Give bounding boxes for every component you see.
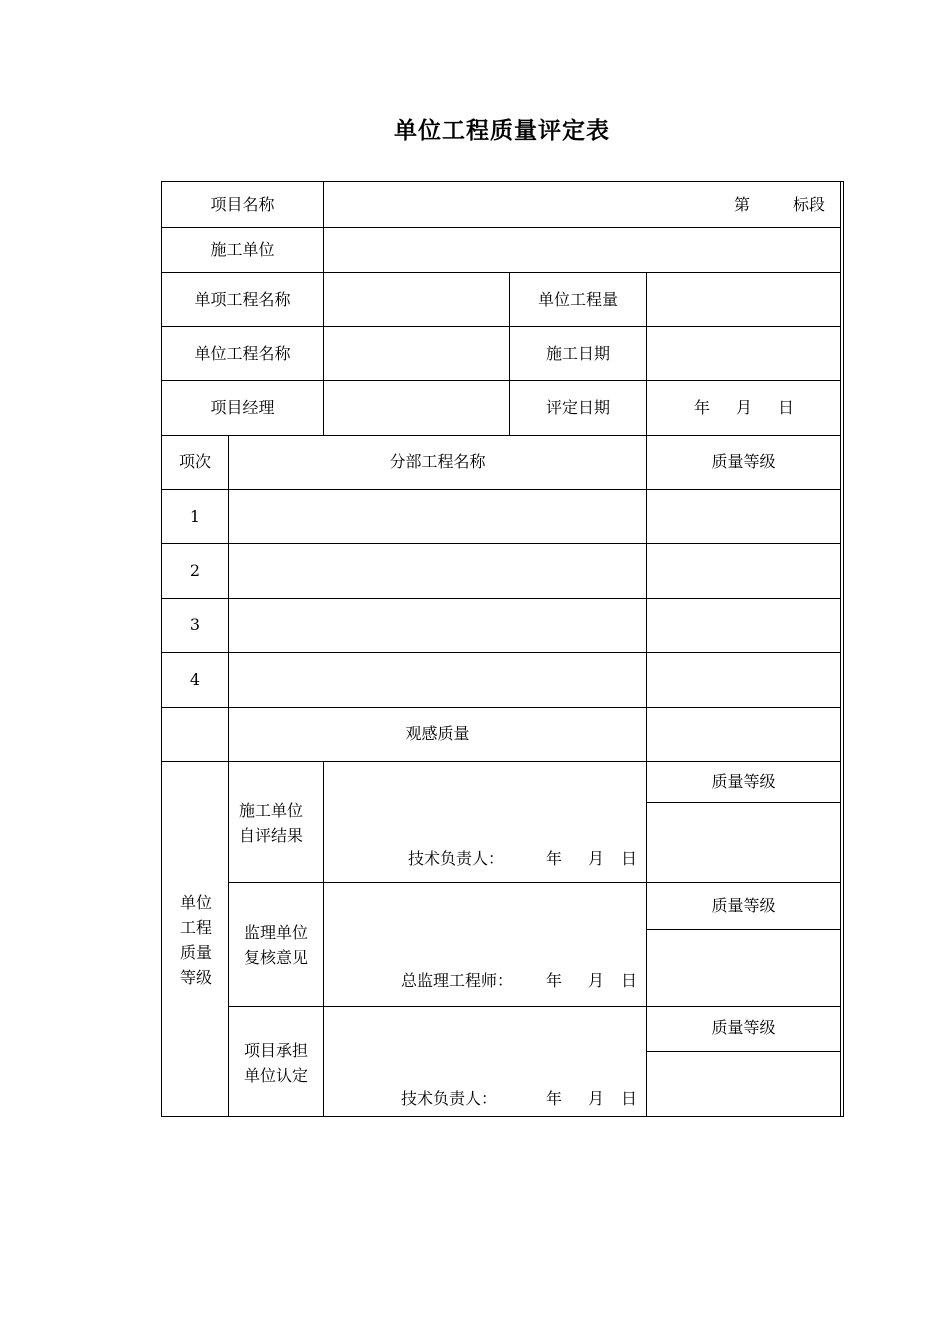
manager-label: 项目经理 — [210, 398, 275, 417]
self-assessment-label: 施工单位 自评结果 — [239, 801, 304, 845]
date-day: 日 — [621, 971, 638, 990]
row-divider — [161, 489, 841, 490]
date-month: 月 — [588, 849, 605, 868]
row-number: 2 — [189, 561, 201, 580]
row-divider — [228, 1006, 841, 1007]
date-month: 月 — [588, 971, 605, 990]
row-divider — [161, 598, 841, 599]
row-divider — [161, 380, 841, 381]
col-header-name: 分部工程名称 — [389, 452, 486, 471]
table-border-left — [161, 181, 162, 1117]
table-border-bottom — [161, 1116, 843, 1117]
row-divider — [161, 326, 841, 327]
table-border-top — [161, 181, 843, 182]
date-year: 年 — [546, 1089, 563, 1108]
col-header-no: 项次 — [178, 452, 211, 471]
date-month: 月 — [736, 398, 753, 417]
sub-item-label: 单项工程名称 — [194, 290, 291, 309]
table-border-right-outer — [843, 181, 844, 1117]
grade-label: 质量等级 — [711, 772, 776, 791]
row-divider — [161, 435, 841, 436]
section-suffix: 标段 — [793, 195, 826, 214]
col-divider — [228, 435, 229, 1116]
row-divider — [161, 652, 841, 653]
col-divider — [323, 181, 324, 435]
date-year: 年 — [546, 849, 563, 868]
section-prefix: 第 — [734, 195, 751, 214]
date-year: 年 — [546, 971, 563, 990]
date-day: 日 — [621, 1089, 638, 1108]
unit-project-label: 单位工程名称 — [194, 344, 291, 363]
row-number: 4 — [189, 670, 201, 689]
page-title: 单位工程质量评定表 — [394, 118, 610, 144]
row-divider — [161, 707, 841, 708]
grade-divider — [646, 802, 841, 803]
row-divider — [228, 882, 841, 883]
appearance-quality-label: 观感质量 — [405, 724, 470, 743]
col-divider — [646, 272, 647, 1116]
table-border-right — [840, 181, 841, 1117]
owner-confirmation-label: 项目承担 单位认定 — [244, 1041, 309, 1085]
grade-divider — [646, 1051, 841, 1052]
signer-label: 总监理工程师： — [401, 971, 514, 990]
signer-label: 技术负责人： — [401, 1089, 498, 1108]
row-divider — [161, 761, 841, 762]
contractor-label: 施工单位 — [210, 240, 275, 259]
row-divider — [161, 543, 841, 544]
signer-label: 技术负责人： — [408, 849, 505, 868]
assessment-date-label: 评定日期 — [545, 398, 610, 417]
col-divider — [323, 761, 324, 1116]
unit-quality-grade-label: 单位 工程 质量 等级 — [180, 893, 213, 987]
row-number: 3 — [189, 615, 201, 634]
grade-divider — [646, 929, 841, 930]
date-day: 日 — [621, 849, 638, 868]
project-name-label: 项目名称 — [210, 195, 275, 214]
row-divider — [161, 272, 841, 273]
supervision-review-label: 监理单位 复核意见 — [244, 923, 309, 967]
date-month: 月 — [588, 1089, 605, 1108]
row-divider — [161, 227, 841, 228]
date-year: 年 — [694, 398, 711, 417]
construction-date-label: 施工日期 — [545, 344, 610, 363]
grade-label: 质量等级 — [711, 896, 776, 915]
row-number: 1 — [189, 507, 201, 526]
date-day: 日 — [778, 398, 795, 417]
grade-label: 质量等级 — [711, 1018, 776, 1037]
unit-quantity-label: 单位工程量 — [537, 290, 618, 309]
col-header-grade: 质量等级 — [711, 452, 776, 471]
